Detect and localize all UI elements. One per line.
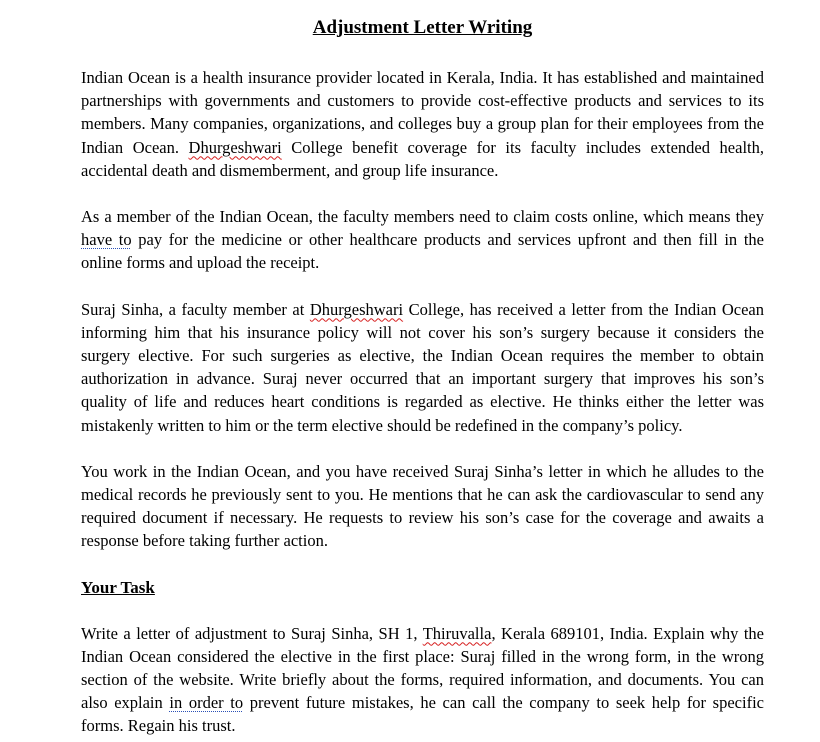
paragraph-situation xyxy=(81,298,764,437)
paragraph-claims-text-1: As a member of the Indian Ocean, the faculty members need to claim costs online, which means they xyxy=(81,207,764,227)
spelling-flag-thiruvalla[interactable]: Thiruvalla xyxy=(422,623,492,643)
paragraph-task-text-3: prevent future mistakes, he can call the company to seek help for specific forms. Regain his trust. xyxy=(81,693,764,736)
paragraph-role: You work in the Indian Ocean, and you have received Suraj Sinha’s letter in which he alludes to the medical records he previously sent to you. He mentions that he can ask the cardiovascular to send any required document if necessary. He requests to review his son’s case for the coverage and awaits a response before taking further action. xyxy=(81,461,764,551)
document-title: Adjustment Letter Writing xyxy=(312,17,533,38)
paragraph-situation-text-1: Suraj Sinha, a faculty member at xyxy=(81,299,310,319)
task-heading: Your Task xyxy=(81,577,155,597)
spelling-flag-dhurgeshwari[interactable]: Dhurgeshwari xyxy=(188,137,282,157)
paragraph-intro xyxy=(81,66,764,182)
spelling-flag-dhurgeshwari-2[interactable]: Dhurgeshwari xyxy=(309,299,404,319)
document-page xyxy=(81,14,764,738)
paragraph-claims-text-2: pay for the medicine or other healthcare products and services upfront and then fill in the online forms and upload the receipt. xyxy=(81,230,764,273)
grammar-flag-have-to[interactable]: have to xyxy=(81,230,132,250)
paragraph-intro-text-1: Indian Ocean is a health insurance provider located in Kerala, India. It has established and maintained partnerships with governments and customers to provide cost-effective products and services to its members. Many companies, organizations, and colleges buy a group plan for their employees from the Indian Ocean. xyxy=(81,68,764,157)
paragraph-claims xyxy=(81,205,764,275)
paragraph-task xyxy=(81,622,764,738)
grammar-flag-in-order-to[interactable]: in order to xyxy=(169,693,244,713)
paragraph-task-text-1: Write a letter of adjustment to Suraj Sinha, SH 1, xyxy=(81,623,423,643)
paragraph-intro-text-2: College benefit coverage for its faculty includes extended health, accidental death and dismemberment, and group life insurance. xyxy=(81,137,764,180)
paragraph-task-text-2: , Kerala 689101, India. Explain why the Indian Ocean considered the elective in the first place: Suraj filled in the wrong form, in the wrong section of the website. Write briefly about the forms, required information, and documents. You can also explain xyxy=(81,623,765,713)
paragraph-situation-text-2: College, has received a letter from the Indian Ocean informing him that his insurance policy will not cover his son’s surgery because it considers the surgery elective. For such surgeries as elective, the Indian Ocean requires the member to obtain authorization in advance. Suraj never occurred that an important surgery that improves his son’s quality of life and reduces heart conditions is regarded as elective. He thinks either the letter was mistakenly written to him or the term elective should be redefined in the company’s policy. xyxy=(81,299,764,435)
